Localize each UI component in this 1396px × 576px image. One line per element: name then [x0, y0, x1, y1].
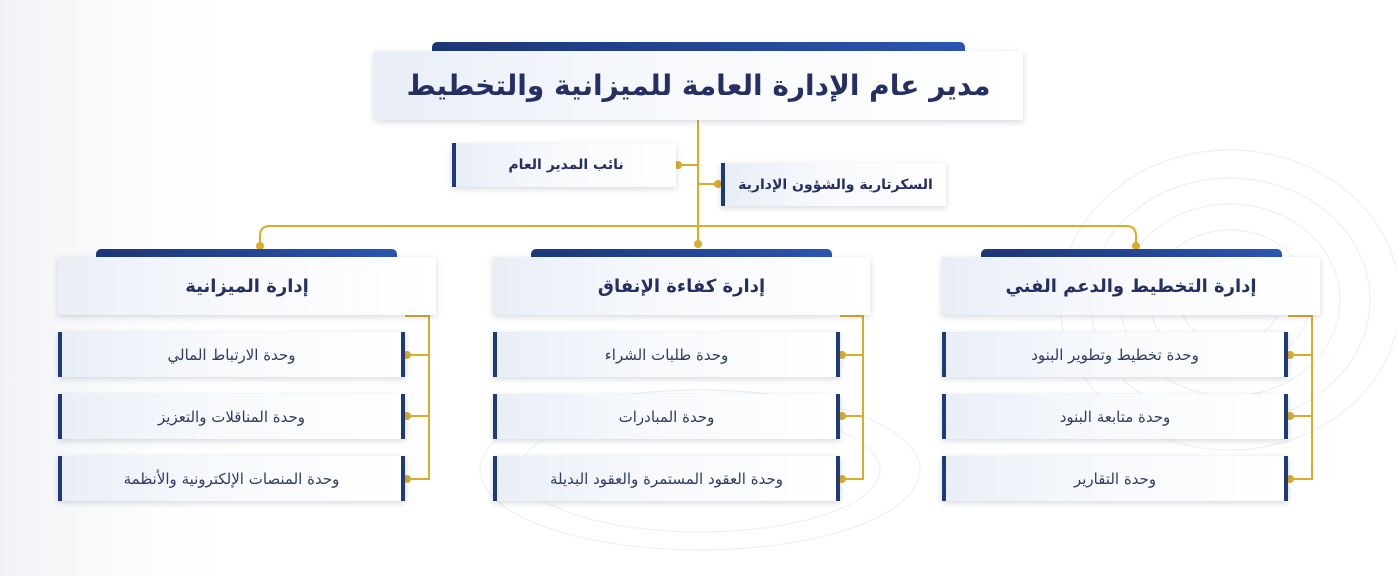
unit-box	[58, 332, 405, 377]
unit-label: وحدة التقارير	[1073, 469, 1157, 488]
dept-budget-box	[58, 257, 436, 315]
unit-box	[493, 394, 840, 439]
secretariat-label: السكرتارية والشؤون الإدارية	[738, 176, 933, 193]
dept-planning-box	[942, 257, 1320, 315]
unit-label: وحدة المنصات الإلكترونية والأنظمة	[123, 469, 340, 488]
dept-budget-label: إدارة الميزانية	[185, 275, 309, 297]
unit-label: وحدة الارتباط المالي	[167, 345, 296, 364]
unit-box	[493, 456, 840, 501]
dept-planning-label: إدارة التخطيط والدعم الفني	[1005, 275, 1257, 297]
secretariat-box	[721, 163, 946, 206]
unit-label: وحدة العقود المستمرة والعقود البديلة	[550, 469, 783, 488]
dept-efficiency-box	[493, 257, 870, 315]
unit-label: وحدة تخطيط وتطوير البنود	[1031, 345, 1199, 364]
title-topbar	[432, 42, 965, 51]
general-manager-box	[374, 51, 1023, 120]
connector-spine-efficiency	[840, 316, 863, 479]
dept-efficiency-label: إدارة كفاءة الإنفاق	[597, 275, 766, 297]
connector-dot	[694, 240, 702, 248]
page-title: مدير عام الإدارة العامة للميزانية والتخطيط	[406, 69, 991, 102]
unit-box	[942, 394, 1288, 439]
unit-label: وحدة طلبات الشراء	[604, 345, 729, 364]
deputy-label: نائب المدير العام	[508, 157, 624, 173]
unit-box	[58, 394, 405, 439]
unit-label: وحدة المناقلات والتعزيز	[158, 407, 306, 426]
deputy-box	[452, 143, 676, 187]
unit-label: وحدة متابعة البنود	[1059, 407, 1171, 426]
unit-box	[942, 456, 1288, 501]
connector-spine-budget	[405, 316, 429, 479]
unit-box	[942, 332, 1288, 377]
unit-box	[493, 332, 840, 377]
connector-spine-planning	[1288, 316, 1312, 479]
unit-label: وحدة المبادرات	[618, 407, 715, 426]
unit-box	[58, 456, 405, 501]
